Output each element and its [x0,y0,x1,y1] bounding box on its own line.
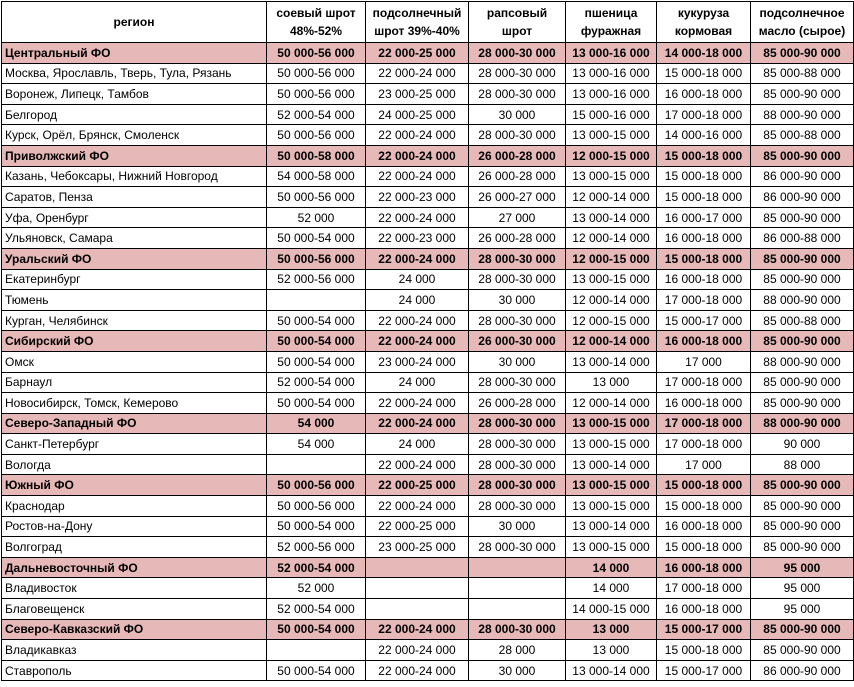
table-row [2,228,854,249]
wheat-cell: 12 000-14 000 [566,331,657,352]
sunmeal-cell: 22 000-24 000 [366,413,469,434]
oil-cell: 85 000-90 000 [751,496,854,517]
rapeseed-cell [469,578,566,599]
wheat-cell: 13 000 [566,640,657,661]
sunmeal-cell: 24 000 [366,269,469,290]
soy-cell [267,640,366,661]
table-row [2,393,854,414]
soy-cell: 50 000-56 000 [267,496,366,517]
oil-cell: 85 000-90 000 [751,269,854,290]
soy-cell: 50 000-56 000 [267,125,366,146]
region-cell: Уральский ФО [2,248,267,269]
wheat-cell: 13 000-16 000 [566,43,657,64]
rapeseed-cell: 30 000 [469,104,566,125]
header-oil-line2: масло (сырое) [758,24,846,38]
corn-cell: 15 000-17 000 [657,310,751,331]
sunmeal-cell: 22 000-24 000 [366,248,469,269]
table-row [2,496,854,517]
rapeseed-cell: 30 000 [469,660,566,681]
table-row [2,454,854,475]
wheat-cell: 13 000-15 000 [566,537,657,558]
rapeseed-cell: 28 000-30 000 [469,269,566,290]
wheat-cell: 13 000 [566,619,657,640]
corn-cell: 15 000-18 000 [657,640,751,661]
soy-cell: 52 000-56 000 [267,269,366,290]
rapeseed-cell: 26 000-30 000 [469,331,566,352]
region-cell: Курган, Челябинск [2,310,267,331]
soy-cell: 50 000-54 000 [267,310,366,331]
table-row [2,578,854,599]
table-row [2,310,854,331]
rapeseed-cell: 30 000 [469,516,566,537]
table-row [2,516,854,537]
region-cell: Северо-Западный ФО [2,413,267,434]
oil-cell: 85 000-90 000 [751,207,854,228]
wheat-cell: 14 000 [566,578,657,599]
region-cell: Ставрополь [2,660,267,681]
table-row [2,63,854,84]
rapeseed-cell: 28 000-30 000 [469,84,566,105]
rapeseed-cell: 28 000-30 000 [469,63,566,84]
wheat-cell: 13 000-16 000 [566,63,657,84]
soy-cell: 52 000-54 000 [267,557,366,578]
sunmeal-cell: 22 000-24 000 [366,310,469,331]
table-row [2,351,854,372]
rapeseed-cell: 28 000-30 000 [469,248,566,269]
sunmeal-cell: 22 000-24 000 [366,619,469,640]
region-cell: Краснодар [2,496,267,517]
corn-cell: 17 000 [657,454,751,475]
district-row [2,413,854,434]
region-cell: Санкт-Петербург [2,434,267,455]
wheat-cell: 12 000-14 000 [566,393,657,414]
soy-cell: 52 000-54 000 [267,599,366,620]
oil-cell: 85 000-90 000 [751,619,854,640]
sunmeal-cell: 24 000-25 000 [366,104,469,125]
sunmeal-cell: 22 000-24 000 [366,496,469,517]
sunmeal-cell: 22 000-24 000 [366,145,469,166]
oil-cell: 85 000-90 000 [751,537,854,558]
soy-cell: 50 000-54 000 [267,393,366,414]
soy-cell: 52 000 [267,207,366,228]
corn-cell: 16 000-18 000 [657,599,751,620]
corn-cell: 17 000-18 000 [657,578,751,599]
rapeseed-cell [469,599,566,620]
sunmeal-cell: 22 000-25 000 [366,475,469,496]
district-row [2,557,854,578]
oil-cell: 85 000-88 000 [751,125,854,146]
soy-cell: 50 000-58 000 [267,145,366,166]
region-cell: Ростов-на-Дону [2,516,267,537]
sunmeal-cell: 22 000-24 000 [366,207,469,228]
soy-cell: 50 000-54 000 [267,351,366,372]
region-cell: Волгоград [2,537,267,558]
oil-cell: 85 000-90 000 [751,43,854,64]
region-cell: Сибирский ФО [2,331,267,352]
region-cell: Приволжский ФО [2,145,267,166]
header-sunmeal-line1: подсолнечный [372,6,462,20]
corn-cell: 15 000-18 000 [657,248,751,269]
wheat-cell: 13 000 [566,372,657,393]
wheat-cell: 13 000-14 000 [566,516,657,537]
region-cell: Уфа, Оренбург [2,207,267,228]
sunmeal-cell: 22 000-24 000 [366,331,469,352]
region-cell: Москва, Ярославль, Тверь, Тула, Рязань [2,63,267,84]
table-row [2,187,854,208]
corn-cell: 15 000-18 000 [657,496,751,517]
region-cell: Воронеж, Липецк, Тамбов [2,84,267,105]
header-corn-line2: кормовая [674,24,733,38]
header-wheat-line2: фуражная [580,24,642,38]
district-row [2,475,854,496]
rapeseed-cell: 28 000-30 000 [469,43,566,64]
corn-cell: 16 000-18 000 [657,331,751,352]
oil-cell: 85 000-90 000 [751,475,854,496]
soy-cell: 50 000-54 000 [267,228,366,249]
region-cell: Дальневосточный ФО [2,557,267,578]
corn-cell: 16 000-18 000 [657,393,751,414]
header-wheat-line1: пшеница [584,6,638,20]
corn-cell: 15 000-18 000 [657,475,751,496]
wheat-cell: 13 000-14 000 [566,454,657,475]
wheat-cell: 13 000-14 000 [566,351,657,372]
table-row [2,269,854,290]
soy-cell: 52 000-54 000 [267,104,366,125]
header-row [2,2,854,43]
soy-cell: 54 000-58 000 [267,166,366,187]
region-cell: Курск, Орёл, Брянск, Смоленск [2,125,267,146]
region-cell: Омск [2,351,267,372]
header-rapeseed-line1: рапсовый [486,6,548,20]
wheat-cell: 13 000-15 000 [566,496,657,517]
corn-cell: 16 000-18 000 [657,84,751,105]
rapeseed-cell: 28 000-30 000 [469,537,566,558]
oil-cell: 85 000-90 000 [751,145,854,166]
header-soy-line1: соевый шрот [276,6,356,20]
wheat-cell: 13 000-15 000 [566,413,657,434]
table-row [2,104,854,125]
soy-cell [267,290,366,311]
sunmeal-cell: 22 000-23 000 [366,228,469,249]
soy-cell: 50 000-54 000 [267,331,366,352]
table-row [2,537,854,558]
sunmeal-cell: 22 000-24 000 [366,640,469,661]
wheat-cell: 13 000-15 000 [566,125,657,146]
oil-cell: 85 000-90 000 [751,248,854,269]
table-row [2,207,854,228]
corn-cell: 15 000-18 000 [657,145,751,166]
corn-cell: 15 000-18 000 [657,166,751,187]
oil-cell: 86 000-90 000 [751,187,854,208]
wheat-cell: 13 000-15 000 [566,166,657,187]
region-cell: Ульяновск, Самара [2,228,267,249]
oil-cell: 86 000-90 000 [751,166,854,187]
wheat-cell: 12 000-15 000 [566,248,657,269]
rapeseed-cell: 30 000 [469,351,566,372]
soy-cell: 50 000-56 000 [267,43,366,64]
price-table [1,1,854,681]
wheat-cell: 13 000-15 000 [566,269,657,290]
rapeseed-cell: 28 000-30 000 [469,454,566,475]
region-cell: Новосибирск, Томск, Кемерово [2,393,267,414]
corn-cell: 17 000-18 000 [657,413,751,434]
table-row [2,599,854,620]
corn-cell: 15 000-17 000 [657,660,751,681]
rapeseed-cell: 26 000-28 000 [469,228,566,249]
sunmeal-cell: 23 000-25 000 [366,537,469,558]
rapeseed-cell: 26 000-28 000 [469,145,566,166]
sunmeal-cell [366,599,469,620]
corn-cell: 15 000-18 000 [657,63,751,84]
sunmeal-cell: 24 000 [366,434,469,455]
rapeseed-cell [469,557,566,578]
sunmeal-cell: 22 000-24 000 [366,393,469,414]
sunmeal-cell: 24 000 [366,290,469,311]
corn-cell: 16 000-18 000 [657,516,751,537]
corn-cell: 15 000-17 000 [657,619,751,640]
district-row [2,619,854,640]
header-sunmeal [366,2,469,43]
corn-cell: 16 000-17 000 [657,207,751,228]
district-row [2,43,854,64]
wheat-cell: 13 000-16 000 [566,84,657,105]
wheat-cell: 12 000-14 000 [566,187,657,208]
sunmeal-cell: 22 000-24 000 [366,125,469,146]
header-soy [267,2,366,43]
soy-cell: 54 000 [267,413,366,434]
wheat-cell: 12 000-15 000 [566,145,657,166]
header-oil-line1: подсолнечное [759,6,845,20]
rapeseed-cell: 28 000-30 000 [469,496,566,517]
corn-cell: 15 000-18 000 [657,187,751,208]
rapeseed-cell: 26 000-27 000 [469,187,566,208]
wheat-cell: 14 000 [566,557,657,578]
wheat-cell: 15 000-16 000 [566,104,657,125]
region-cell: Владикавказ [2,640,267,661]
corn-cell: 14 000-16 000 [657,125,751,146]
region-cell: Тюмень [2,290,267,311]
sunmeal-cell: 22 000-24 000 [366,660,469,681]
header-corn [657,2,751,43]
soy-cell: 50 000-54 000 [267,660,366,681]
table-row [2,660,854,681]
corn-cell: 17 000-18 000 [657,434,751,455]
corn-cell: 16 000-18 000 [657,269,751,290]
soy-cell: 50 000-56 000 [267,475,366,496]
sunmeal-cell: 24 000 [366,372,469,393]
wheat-cell: 12 000-14 000 [566,290,657,311]
soy-cell: 52 000-56 000 [267,537,366,558]
table-row [2,290,854,311]
sunmeal-cell: 23 000-25 000 [366,84,469,105]
table-body [2,43,854,681]
soy-cell: 54 000 [267,434,366,455]
header-wheat [566,2,657,43]
region-cell: Белгород [2,104,267,125]
corn-cell: 16 000-18 000 [657,228,751,249]
sunmeal-cell: 22 000-23 000 [366,187,469,208]
wheat-cell: 12 000-15 000 [566,310,657,331]
rapeseed-cell: 26 000-28 000 [469,393,566,414]
sunmeal-cell [366,557,469,578]
wheat-cell: 12 000-14 000 [566,228,657,249]
oil-cell: 85 000-90 000 [751,640,854,661]
region-cell: Центральный ФО [2,43,267,64]
rapeseed-cell: 27 000 [469,207,566,228]
oil-cell: 88 000-90 000 [751,104,854,125]
rapeseed-cell: 26 000-28 000 [469,166,566,187]
rapeseed-cell: 28 000-30 000 [469,434,566,455]
oil-cell: 86 000-88 000 [751,228,854,249]
oil-cell: 85 000-90 000 [751,372,854,393]
district-row [2,145,854,166]
region-cell: Барнаул [2,372,267,393]
wheat-cell: 13 000-15 000 [566,475,657,496]
soy-cell: 50 000-56 000 [267,248,366,269]
oil-cell: 85 000-90 000 [751,393,854,414]
soy-cell: 52 000-54 000 [267,372,366,393]
rapeseed-cell: 28 000 [469,640,566,661]
region-cell: Казань, Чебоксары, Нижний Новгород [2,166,267,187]
header-soy-line2: 48%-52% [289,24,343,38]
region-cell: Северо-Кавказский ФО [2,619,267,640]
region-cell: Владивосток [2,578,267,599]
rapeseed-cell: 28 000-30 000 [469,475,566,496]
oil-cell: 86 000-90 000 [751,660,854,681]
header-rapeseed-line2: шрот [501,24,533,38]
region-cell: Екатеринбург [2,269,267,290]
wheat-cell: 13 000-14 000 [566,660,657,681]
oil-cell: 95 000 [751,578,854,599]
wheat-cell: 14 000-15 000 [566,599,657,620]
oil-cell: 88 000 [751,454,854,475]
table-row [2,372,854,393]
sunmeal-cell: 22 000-25 000 [366,516,469,537]
corn-cell: 17 000-18 000 [657,290,751,311]
rapeseed-cell: 28 000-30 000 [469,372,566,393]
region-cell: Южный ФО [2,475,267,496]
oil-cell: 85 000-88 000 [751,310,854,331]
wheat-cell: 13 000-15 000 [566,434,657,455]
table-row [2,434,854,455]
soy-cell [267,454,366,475]
table-row [2,640,854,661]
soy-cell: 50 000-56 000 [267,187,366,208]
oil-cell: 88 000-90 000 [751,290,854,311]
sunmeal-cell: 23 000-24 000 [366,351,469,372]
oil-cell: 95 000 [751,599,854,620]
oil-cell: 85 000-90 000 [751,516,854,537]
oil-cell: 95 000 [751,557,854,578]
rapeseed-cell: 30 000 [469,290,566,311]
sunmeal-cell: 22 000-24 000 [366,166,469,187]
region-cell: Благовещенск [2,599,267,620]
sunmeal-cell: 22 000-24 000 [366,454,469,475]
corn-cell: 17 000 [657,351,751,372]
region-cell: Саратов, Пенза [2,187,267,208]
rapeseed-cell: 28 000-30 000 [469,310,566,331]
oil-cell: 85 000-88 000 [751,63,854,84]
rapeseed-cell: 28 000-30 000 [469,619,566,640]
district-row [2,331,854,352]
soy-cell: 50 000-56 000 [267,84,366,105]
sunmeal-cell: 22 000-24 000 [366,63,469,84]
table-row [2,125,854,146]
header-region-label: регион [113,15,155,29]
header-oil [751,2,854,43]
rapeseed-cell: 28 000-30 000 [469,125,566,146]
soy-cell: 50 000-56 000 [267,63,366,84]
table-row [2,166,854,187]
header-rapeseed [469,2,566,43]
oil-cell: 90 000 [751,434,854,455]
sunmeal-cell: 22 000-25 000 [366,43,469,64]
soy-cell: 50 000-54 000 [267,516,366,537]
corn-cell: 14 000-18 000 [657,43,751,64]
oil-cell: 88 000-90 000 [751,351,854,372]
header-region [2,2,267,43]
district-row [2,248,854,269]
header-sunmeal-line2: шрот 39%-40% [374,24,460,38]
wheat-cell: 13 000-14 000 [566,207,657,228]
rapeseed-cell: 28 000-30 000 [469,413,566,434]
corn-cell: 16 000-18 000 [657,557,751,578]
oil-cell: 88 000-90 000 [751,413,854,434]
oil-cell: 85 000-90 000 [751,84,854,105]
corn-cell: 17 000-18 000 [657,104,751,125]
header-corn-line1: кукуруза [677,6,730,20]
table-row [2,84,854,105]
corn-cell: 15 000-18 000 [657,537,751,558]
corn-cell: 17 000-18 000 [657,372,751,393]
soy-cell: 52 000 [267,578,366,599]
region-cell: Вологда [2,454,267,475]
sunmeal-cell [366,578,469,599]
oil-cell: 85 000-90 000 [751,331,854,352]
soy-cell: 50 000-54 000 [267,619,366,640]
